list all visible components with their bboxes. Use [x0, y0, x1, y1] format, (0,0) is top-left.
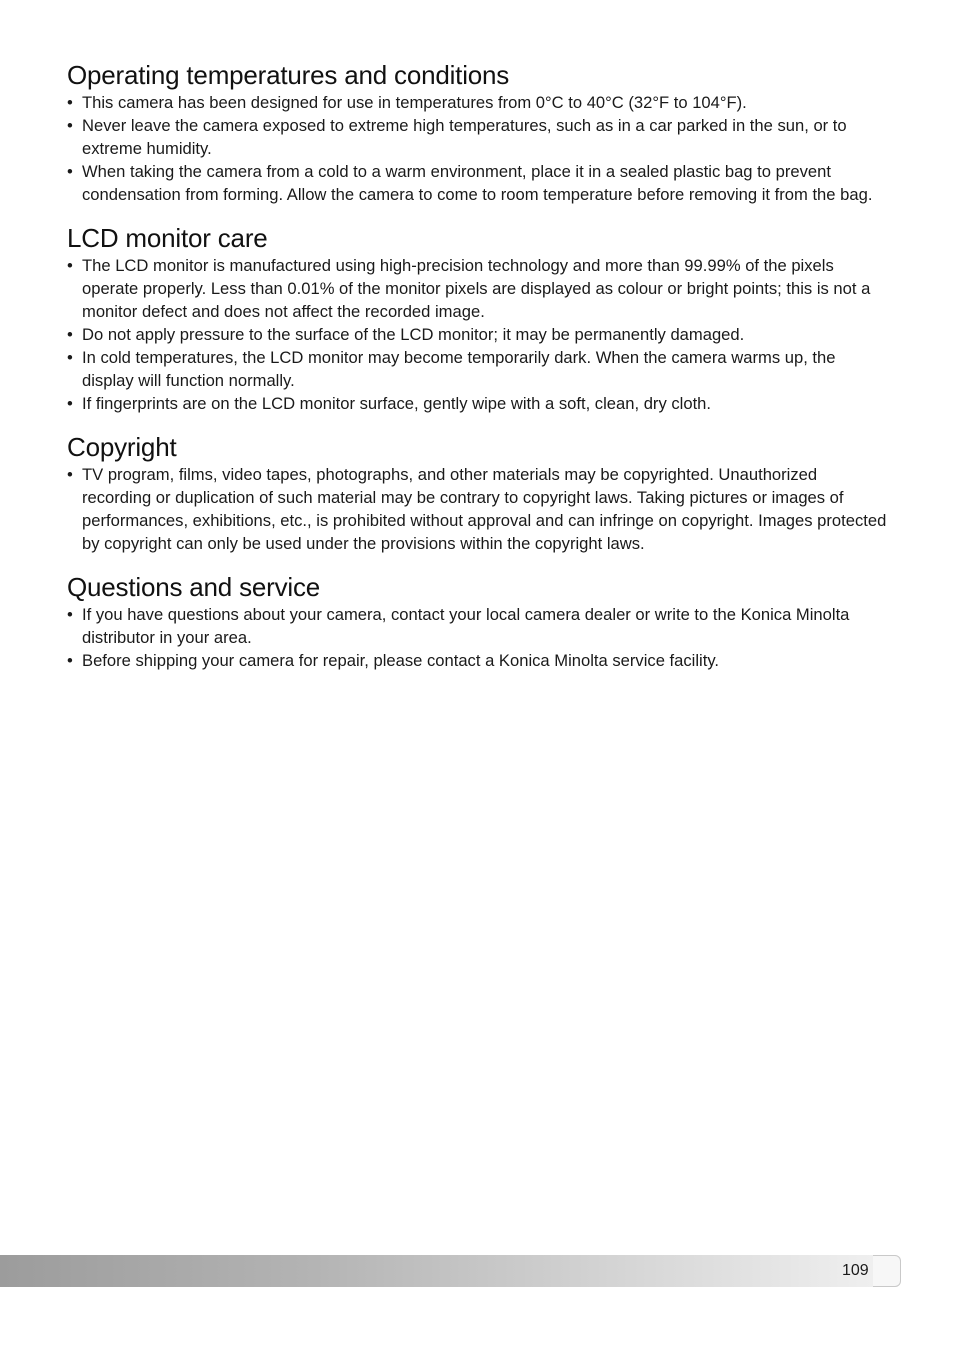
list-item-text: TV program, films, video tapes, photographs, and other materials may be copyrighted. Unauthorized recording or duplication of such material may be contrary to copyright laws. Taking pictures or images of performances, exhibitions, etc., is prohibited without approval and can infringe on copyright. Images protected by copyright can only be used under the provisions within the copyright laws. [82, 465, 887, 553]
list-item [67, 323, 887, 346]
list-item-text: The LCD monitor is manufactured using high-precision technology and more than 99.99% of the pixels operate properly. Less than 0.01% of the monitor pixels are displayed as colour or bright points; this is not a monitor defect and does not affect the recorded image. [82, 256, 871, 321]
bullet-icon: • [67, 93, 73, 112]
bullet-icon: • [67, 651, 73, 670]
bullet-icon: • [67, 325, 73, 344]
list-item-text: Never leave the camera exposed to extreme high temperatures, such as in a car parked in the sun, or to extreme humidity. [82, 116, 847, 158]
section-operating-temperatures [67, 60, 887, 206]
list-item [67, 346, 887, 392]
bullet-icon: • [67, 605, 73, 624]
bullet-list [67, 463, 887, 555]
list-item [67, 603, 887, 649]
list-item-text: In cold temperatures, the LCD monitor may become temporarily dark. When the camera warms up, the display will function normally. [82, 348, 836, 390]
list-item-text: If you have questions about your camera, contact your local camera dealer or write to the Konica Minolta distributor in your area. [82, 605, 850, 647]
list-item [67, 392, 887, 415]
section-heading: Copyright [67, 432, 177, 462]
list-item-text: When taking the camera from a cold to a warm environment, place it in a sealed plastic bag to prevent condensation from forming. Allow the camera to come to room temperature before removing it from the bag. [82, 162, 873, 204]
list-item [67, 160, 887, 206]
section-heading: Questions and service [67, 572, 321, 602]
bullet-icon: • [67, 394, 73, 413]
section-copyright [67, 432, 887, 555]
list-item [67, 91, 887, 114]
bullet-list [67, 91, 887, 206]
bullet-icon: • [67, 256, 73, 275]
bullet-list [67, 254, 887, 415]
section-heading: LCD monitor care [67, 223, 268, 253]
list-item [67, 649, 887, 672]
bullet-icon: • [67, 116, 73, 135]
section-lcd-monitor-care [67, 223, 887, 415]
bullet-icon: • [67, 348, 73, 367]
section-questions-and-service [67, 572, 887, 672]
list-item-text: Before shipping your camera for repair, please contact a Konica Minolta service facility. [82, 651, 720, 670]
list-item [67, 254, 887, 323]
list-item [67, 114, 887, 160]
list-item [67, 463, 887, 555]
page-content [67, 60, 887, 689]
footer-bar [0, 1255, 901, 1287]
page-number: 109 [842, 1262, 869, 1279]
bullet-list [67, 603, 887, 672]
list-item-text: Do not apply pressure to the surface of the LCD monitor; it may be permanently damaged. [82, 325, 745, 344]
bullet-icon: • [67, 465, 73, 484]
bullet-icon: • [67, 162, 73, 181]
section-heading: Operating temperatures and conditions [67, 60, 510, 90]
list-item-text: If fingerprints are on the LCD monitor surface, gently wipe with a soft, clean, dry cloth. [82, 394, 712, 413]
list-item-text: This camera has been designed for use in temperatures from 0°C to 40°C (32°F to 104°F). [82, 93, 747, 112]
footer-bar-tab [873, 1255, 901, 1287]
